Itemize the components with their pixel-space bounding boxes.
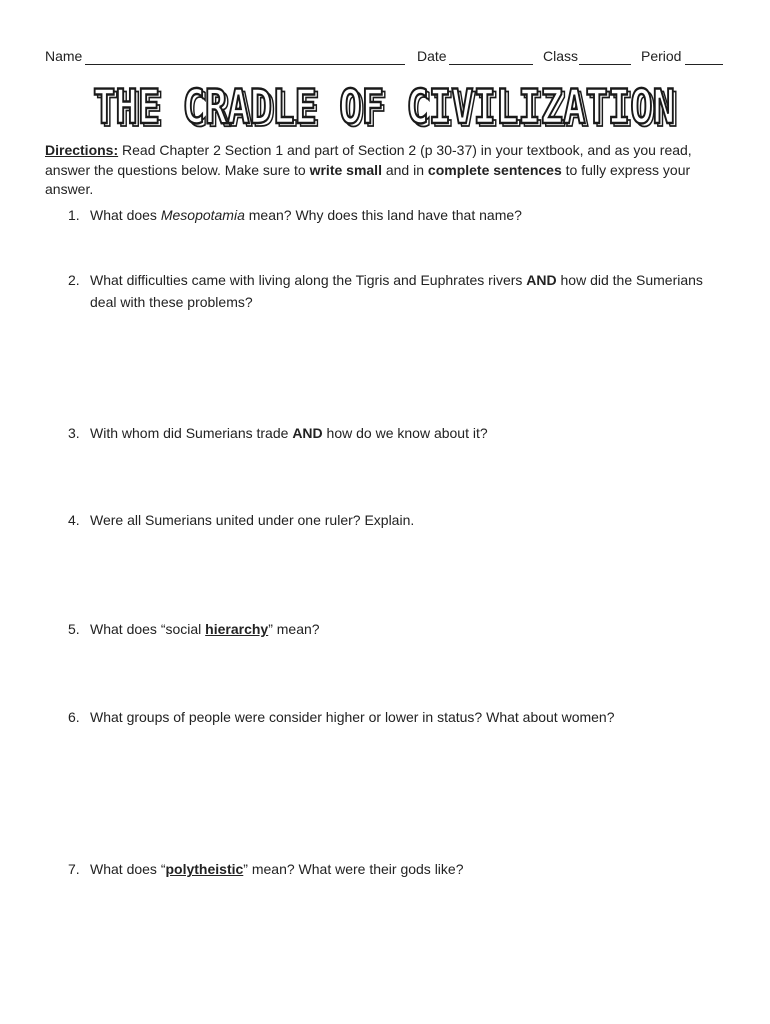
question-text: Were all Sumerians united under one ruler? Explain. [90,512,415,528]
name-label: Name [45,48,83,64]
worksheet-title [90,72,680,136]
directions-text-2: and in [381,161,428,178]
date-blank[interactable] [449,64,533,65]
bold-term: AND [292,425,323,441]
title-graphic [90,72,680,136]
directions-text-3: to fully express your answer. [45,161,691,197]
underlined-term: hierarchy [205,621,269,637]
question-number: 6. [68,709,80,725]
question-text: What groups of people were consider higher or lower in status? What about women? [90,709,615,725]
question-number: 4. [68,512,80,528]
student-info-header [45,48,725,68]
question-number: 3. [68,425,80,441]
question-number: 2. [68,272,80,288]
period-label: Period [641,48,682,64]
question-number: 5. [68,621,80,637]
directions-bold-1: write small [309,161,382,178]
bold-term: AND [526,272,557,288]
directions-paragraph [45,141,725,200]
title-text: THE CRADLE OF CIVILIZATION [93,80,675,135]
directions-bold-2: complete sentences [427,161,562,178]
question-number: 7. [68,861,80,877]
underlined-term: polytheistic [165,861,244,877]
emphasis-term: Mesopotamia [160,207,245,223]
question-text: With whom did Sumerians trade AND how do we know about it? [90,425,488,441]
class-blank[interactable] [579,64,631,65]
question-text: What does Mesopotamia mean? Why does this land have that name? [90,207,522,223]
period-blank[interactable] [685,64,723,65]
title-shadow-text: THE CRADLE OF CIVILIZATION [96,83,678,136]
class-label: Class [543,48,579,64]
date-label: Date [417,48,447,64]
directions-text-1: Read Chapter 2 Section 1 and part of Section 2 (p 30-37) in your textbook, and as you read, answer the questions below. Make sure to [45,142,692,178]
question-text: What does “polytheistic” mean? What were their gods like? [90,861,464,877]
directions-label: Directions: [45,142,119,158]
name-blank[interactable] [85,64,405,65]
question-text: What difficulties came with living along the Tigris and Euphrates rivers AND how did the Sumerians deal with these problems? [90,272,703,310]
question-number: 1. [68,207,80,223]
question-text: What does “social hierarchy” mean? [90,621,320,637]
